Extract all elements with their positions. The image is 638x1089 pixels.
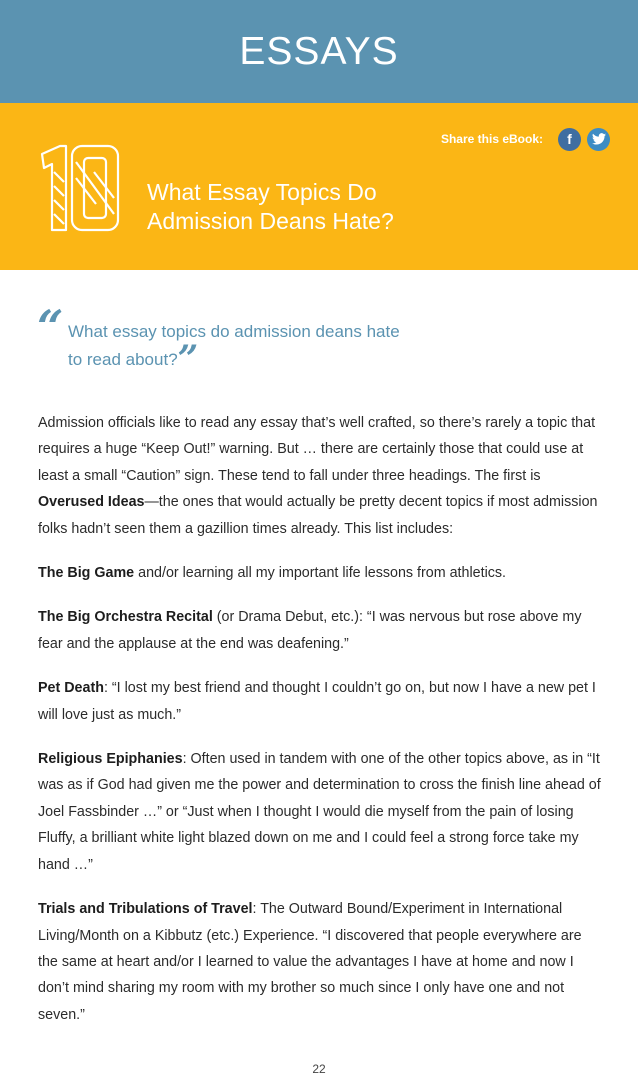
quote-open-mark: “ <box>37 300 64 354</box>
list-item <box>38 896 604 1028</box>
share-bar <box>400 124 610 154</box>
facebook-icon: f <box>567 131 572 147</box>
item-text: (or Drama Debut, etc.): “I was nervous but rose above my fear and the applause at the end was deafening.” <box>38 609 582 652</box>
share-label: Share this eBook: <box>440 132 543 146</box>
article-body <box>38 410 604 1046</box>
item-term: The Big Orchestra Recital <box>38 609 213 626</box>
item-term: Pet Death <box>38 680 104 697</box>
quote-line2-text: to read about? <box>68 350 178 369</box>
twitter-share-button[interactable] <box>587 128 610 151</box>
chapter-title <box>147 178 477 236</box>
list-item <box>38 746 604 878</box>
page-number: 22 <box>312 1062 326 1076</box>
section-title: ESSAYS <box>239 30 399 73</box>
chapter-title-line2: Admission Deans Hate? <box>147 208 394 234</box>
pull-quote <box>37 300 597 380</box>
chapter-title-line1: What Essay Topics Do <box>147 179 377 205</box>
intro-text-a: Admission officials like to read any essay that’s well crafted, so there’s rarely a topic that requires a huge “Keep Out!” warning. But … there are certainly those that could use at least a small “Caution” sign. These tend to fall under three headings. The first is <box>38 415 596 484</box>
item-term: The Big Game <box>38 565 135 582</box>
item-text: : The Outward Bound/Experiment in International Living/Month on a Kibbutz (etc.) Experience. “I discovered that people everywhere are the same at heart and/or I learned to value the advantages I have at home and now I don’t mind sharing my room with my brother so much since I only have one and not seven.” <box>38 901 582 1023</box>
intro-bold-term: Overused Ideas <box>38 494 145 511</box>
item-term: Religious Epiphanies <box>38 751 183 768</box>
quote-line1: What essay topics do admission deans hate <box>68 322 400 341</box>
item-text: : “I lost my best friend and thought I couldn’t go on, but now I have a new pet I will love just as much.” <box>38 680 596 723</box>
list-item <box>38 604 604 657</box>
quote-close-mark: ” <box>177 338 199 380</box>
quote-line2 <box>68 338 498 380</box>
quote-text <box>68 318 498 380</box>
item-text: and/or learning all my important life lessons from athletics. <box>134 565 507 582</box>
list-item <box>38 675 604 728</box>
facebook-share-button[interactable] <box>558 128 581 151</box>
intro-paragraph <box>38 410 604 542</box>
intro-text-b: —the ones that would actually be pretty decent topics if most admission folks hadn’t seen them a gazillion times already. This list includes: <box>38 494 598 537</box>
list-item <box>38 560 604 586</box>
item-term: Trials and Tribulations of Travel <box>38 901 253 918</box>
item-text: : Often used in tandem with one of the other topics above, as in “It was as if God had given me the power and determination to cross the finish line ahead of Joel Fassbinder …” or “Just when I thought I would die myself from the pain of losing Fluffy, a brilliant white light blazed down on me and I could feel a strong force take my hand …” <box>38 751 601 873</box>
chapter-number-text: 10 <box>36 142 38 143</box>
chapter-number-graphic <box>36 142 122 234</box>
twitter-icon <box>592 133 606 145</box>
